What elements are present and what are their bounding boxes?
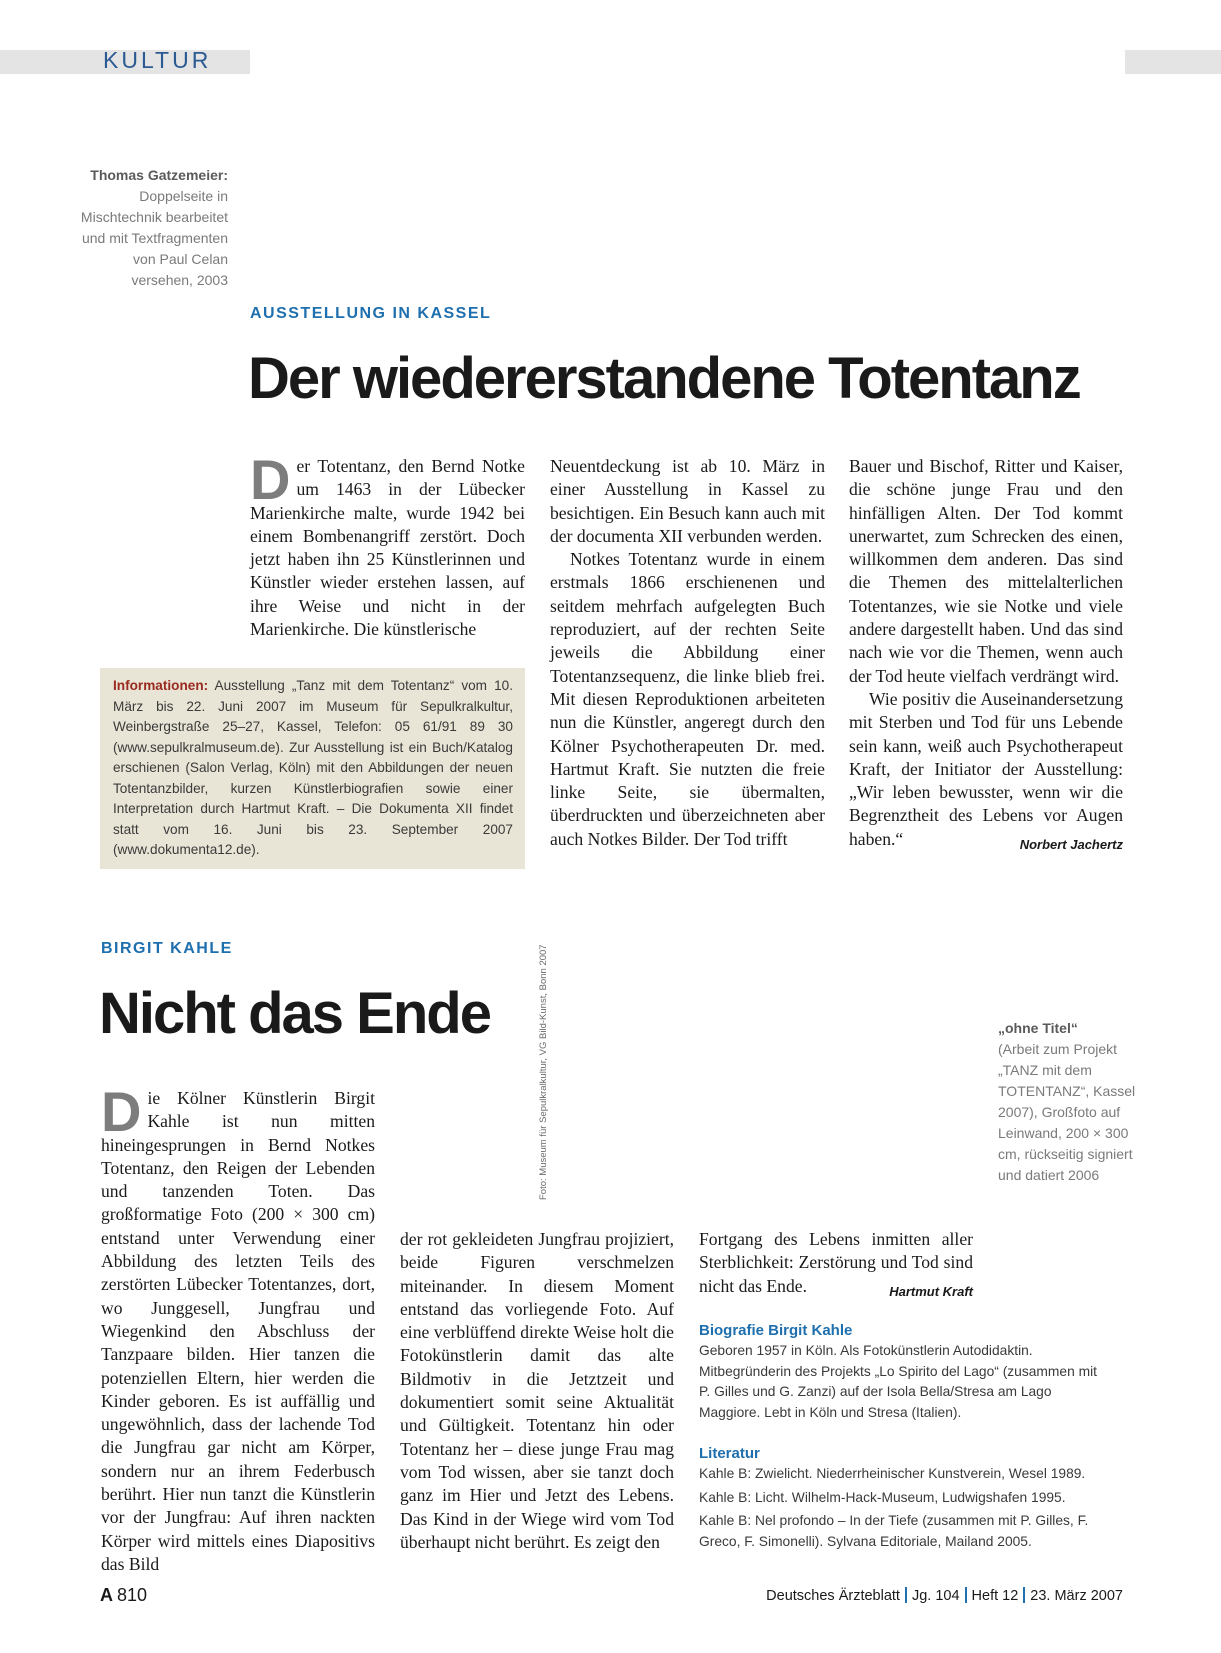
article1-paragraph: er Totentanz, den Bernd Notke um 1463 in der Lübecker Marienkirche malte, wurde 1942 bei einem Bombenangriff zerstört. Doch jetzt haben ihn 25 Künstlerinnen und Künstler wieder erstehen lassen, auf ihre Weise und nicht in der Marienkirche. Die künstlerische — [250, 456, 525, 640]
article1-paragraph: Notkes Totentanz wurde in einem erstmals 1866 erschienenen und seitdem mehrfach aufgelegten Buch reproduziert, auf der rechten Seite jeweils die Abbildung einer Totentanzsequenz, die linke blieb frei. Mit diesen Reproduktionen arbeiteten nun die Künstler, angeregt durch den Kölner Psychotherapeuten Dr. med. Hartmut Kraft. Sie nutzten die freie linke Seite, sie übermalten, überdruckten und überzeichneten aber auch Notkes Bilder. Der Tod trifft — [550, 549, 825, 849]
literature-title: Literatur — [699, 1445, 760, 1462]
dropcap: D — [101, 1080, 142, 1143]
info-text: Ausstellung „Tanz mit dem Totentanz“ vom 10. März bis 22. Juni 2007 im Museum für Sepulkralkultur, Weinbergstraße 25–27, Kassel, Telefon: 05 61/91 89 30 (www.sepulkralmuseum.de). Zur Ausstellung ist ein Buch/Katalog erschienen (Salon Verlag, Köln) mit den Abbildungen der neuen Totentanzbilder, kurzen Künstlerbiografien sowie einer Interpretation durch Hartmut Kraft. – Die Dokumenta XII findet statt vom 16. Juni bis 23. September 2007 (www.dokumenta12.de). — [113, 678, 513, 857]
caption-text: Doppelseite in Mischtechnik bearbeitet und mit Textfragmenten von Paul Celan versehen, 2003 — [80, 188, 228, 288]
article1-column-3 — [849, 455, 1123, 856]
article1-paragraph — [849, 688, 1123, 851]
footer-journal-info — [766, 1587, 1123, 1604]
caption-text: (Arbeit zum Projekt „TANZ mit dem TOTENTANZ“, Kassel 2007), Großfoto auf Leinwand, 200 × 300 cm, rückseitig signiert und datiert 2006 — [998, 1041, 1136, 1183]
article2-paragraph: ie Kölner Künstlerin Birgit Kahle ist nun mitten hineingesprungen in Bernd Notkes Totentanz, den Reigen der Lebenden und tanzenden Toten. Das großformatige Foto (200 × 300 cm) entstand unter Verwendung einer Abbildung des letzten Teils des zerstörten Lübecker Totentanzes, dort, wo Junggesell, Jungfrau und Wiegenkind den Abschluss der Tanzpaare bilden. Hier tanzen die potenziellen Eltern, hier werden die Kinder geboren. Es ist auffällig und ungewöhnlich, dass der lachende Tod die Jungfrau gar nicht am Körper, sondern nur an ihrem Federbusch berührt. Hier nun tanzt die Künstlerin vor der Jungfrau: Auf ihren nackten Körper wird mittels eines Diapositivs das Bild — [101, 1088, 375, 1574]
article2-column-3 — [699, 1228, 973, 1303]
info-box — [100, 668, 525, 869]
article1-column-1 — [250, 448, 525, 641]
image-caption-2 — [998, 1018, 1138, 1186]
journal-issue: Heft 12 — [971, 1588, 1019, 1604]
page-prefix: A — [100, 1585, 113, 1605]
photo-credit: Foto: Museum für Sepulkralkultur, VG Bild-Kunst, Bonn 2007 — [538, 944, 549, 1200]
info-label: Informationen: — [113, 678, 209, 693]
article2-kicker: BIRGIT KAHLE — [101, 940, 233, 957]
article2-paragraph — [699, 1228, 973, 1298]
article2-paragraph-text: Fortgang des Lebens inmitten aller Sterblichkeit: Zerstörung und Tod sind nicht das Ende. — [699, 1229, 973, 1296]
literature-item: Kahle B: Licht. Wilhelm-Hack-Museum, Ludwigshafen 1995. — [699, 1489, 1066, 1505]
image-caption-1 — [80, 165, 228, 291]
footer-separator — [905, 1587, 907, 1603]
literature-item: Kahle B: Zwielicht. Niederrheinischer Kunstverein, Wesel 1989. — [699, 1466, 1086, 1481]
article1-column-2 — [550, 455, 825, 851]
dropcap: D — [250, 448, 291, 511]
page-number-value: 810 — [117, 1585, 148, 1605]
article1-paragraph-text: Wie positiv die Auseinandersetzung mit Sterben und Tod für uns Lebende sein kann, weiß auch Psychotherapeut Kraft, der Initiator der Ausstellung: „Wir leben bewusster, wenn wir die Begrenztheit des Lebens vor Augen haben.“ — [849, 688, 1123, 849]
header-bar-right — [1125, 50, 1221, 74]
article1-author: Norbert Jachertz — [1019, 836, 1123, 852]
journal-volume: Jg. 104 — [911, 1588, 960, 1604]
literature-box — [699, 1445, 1109, 1555]
article2-author: Hartmut Kraft — [889, 1283, 973, 1299]
article2-column-2 — [400, 1228, 674, 1554]
article2-column-1 — [101, 1080, 375, 1576]
page-number — [100, 1585, 147, 1606]
biography-text: Geboren 1957 in Köln. Als Fotokünstlerin Autodidaktin. Mitbegründerin des Projekts „Lo Spirito del Lago“ (zusammen mit P. Gilles und G. Zanzi) auf der Isola Bella/Stresa am Lago Maggiore. Lebt in Köln und Stresa (Italien). — [699, 1343, 1097, 1420]
article2-paragraph: der rot gekleideten Jungfrau projiziert, beide Figuren verschmelzen miteinander. In diesem Moment entstand das vorliegende Foto. Auf eine verblüffend direkte Weise holt die Fotokünstlerin damit das alte Bildmotiv in die Jetztzeit und dokumentiert somit seine Aktualität und Gültigkeit. Totentanz hin oder Totentanz her – diese junge Frau mag vom Tod wissen, aber sie tanzt doch ganz im Hier und Jetzt des Lebens. Das Kind in der Wiege wird vom Tod überhaupt nicht berührt. Es zeigt den — [400, 1229, 674, 1552]
article1-paragraph: Neuentdeckung ist ab 10. März in einer Ausstellung in Kassel zu besichtigen. Ein Besuch kann auch mit der documenta XII verbunden werden. — [550, 456, 825, 546]
article1-headline: Der wiedererstandene Totentanz — [248, 346, 1080, 411]
journal-name: Deutsches Ärzteblatt — [766, 1588, 900, 1604]
literature-item: Kahle B: Nel profondo – In der Tiefe (zusammen mit P. Gilles, F. Greco, F. Simonelli). Sylvana Editoriale, Mailand 2005. — [699, 1513, 1089, 1549]
journal-date: 23. März 2007 — [1030, 1588, 1123, 1604]
article2-headline: Nicht das Ende — [99, 981, 490, 1046]
caption-title: „ohne Titel“ — [998, 1020, 1078, 1036]
biography-title: Biografie Birgit Kahle — [699, 1322, 853, 1339]
section-label: KULTUR — [103, 47, 212, 73]
footer-separator — [965, 1587, 967, 1603]
article1-paragraph: Bauer und Bischof, Ritter und Kaiser, die schöne junge Frau und den hinfälligen Alten. Der Tod kommt unerwartet, zum Schrecken des einen, willkommen dem anderen. Das sind die Themen des mittelalterlichen Totentanzes, wie sie Notke und viele andere dargestellt haben. Und das sind nach wie vor die Themen, wenn auch der Tod heute vielfach verdrängt wird. — [849, 456, 1123, 686]
caption-artist: Thomas Gatzemeier: — [90, 167, 228, 183]
article1-kicker: AUSSTELLUNG IN KASSEL — [250, 305, 492, 322]
biography-box — [699, 1322, 1099, 1423]
footer-separator — [1023, 1587, 1025, 1603]
